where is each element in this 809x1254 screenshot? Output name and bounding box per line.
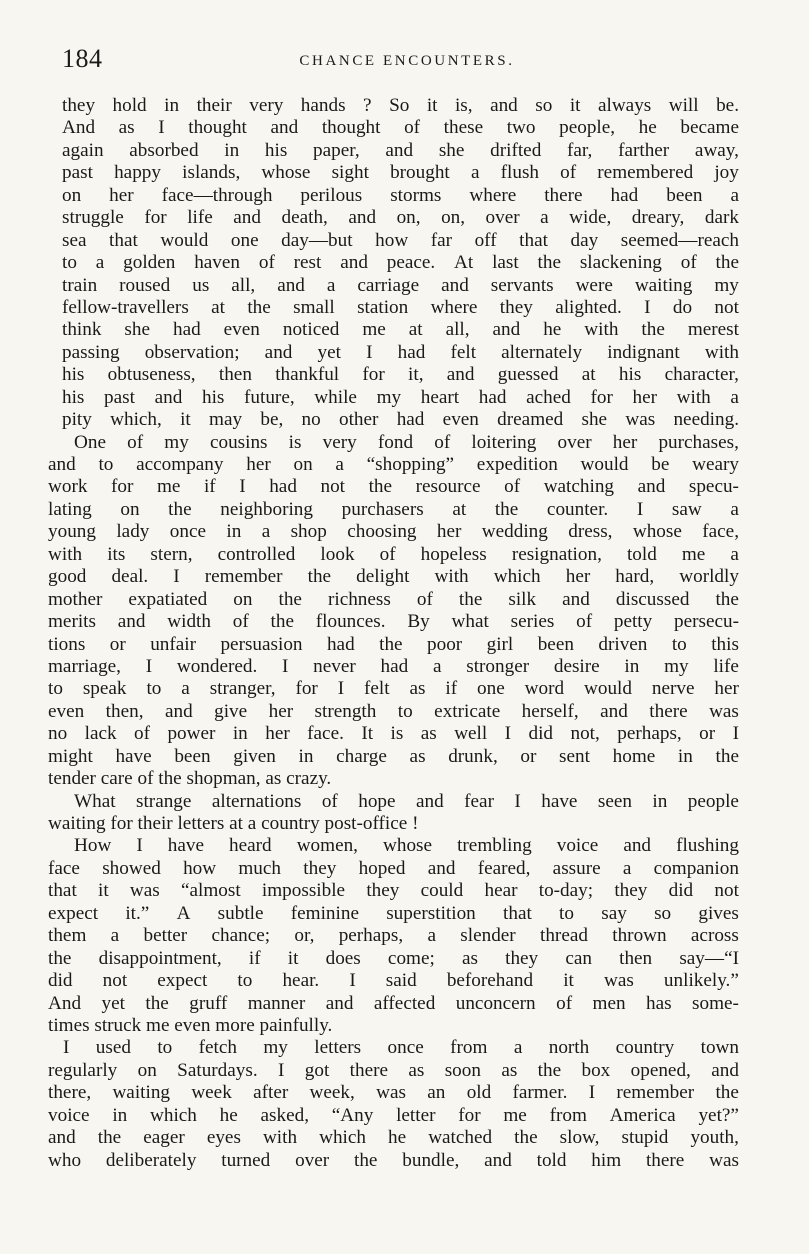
text-line: tender care of the shopman, as crazy. bbox=[48, 768, 332, 790]
text-line: And yet the gruff manner and affected unconcern of men has some- bbox=[48, 992, 739, 1014]
text-line: expect it.” A subtle feminine superstition that to say so gives bbox=[48, 902, 739, 924]
text-line: them a better chance; or, perhaps, a slender thread thrown across bbox=[48, 925, 739, 947]
text-line: on her face—through perilous storms where there had been a bbox=[62, 184, 739, 206]
text-line: good deal. I remember the delight with which her hard, worldly bbox=[48, 566, 739, 588]
text-line: might have been given in charge as drunk, or sent home in the bbox=[48, 745, 739, 767]
text-line: his obtuseness, then thankful for it, and guessed at his character, bbox=[62, 364, 739, 386]
text-line: they hold in their very hands ? So it is, and so it always will be. bbox=[62, 95, 739, 116]
text-line: One of my cousins is very fond of loitering over her purchases, bbox=[74, 431, 739, 453]
text-line: I used to fetch my letters once from a north country town bbox=[63, 1037, 739, 1059]
text-line: his past and his future, while my heart had ached for her with a bbox=[62, 386, 739, 408]
text-line: pity which, it may be, no other had even dreamed she was needing. bbox=[62, 409, 739, 431]
text-line: waiting for their letters at a country post-office ! bbox=[48, 813, 419, 834]
text-line: And as I thought and thought of these two people, he became bbox=[62, 117, 739, 139]
text-line: did not expect to hear. I said beforehand it was unlikely.” bbox=[48, 970, 739, 992]
text-line: voice in which he asked, “Any letter for me from America yet?” bbox=[48, 1104, 739, 1126]
text-line: past happy islands, whose sight brought a flush of remembered joy bbox=[62, 162, 739, 184]
text-line: regularly on Saturdays. I got there as soon as the box opened, and bbox=[48, 1059, 739, 1081]
page-number: 184 bbox=[62, 44, 103, 73]
text-line: merits and width of the flounces. By what series of petty persecu- bbox=[48, 611, 739, 633]
text-line: young lady once in a shop choosing her wedding dress, whose face, bbox=[48, 521, 739, 543]
page-header bbox=[62, 44, 752, 78]
running-title: CHANCE ENCOUNTERS. bbox=[299, 53, 515, 69]
text-line: What strange alternations of hope and fear I have seen in people bbox=[74, 790, 739, 812]
text-line: work for me if I had not the resource of watching and specu- bbox=[48, 476, 739, 498]
text-line: there, waiting week after week, was an old farmer. I remember the bbox=[48, 1082, 739, 1104]
text-line: How I have heard women, whose trembling voice and flushing bbox=[74, 835, 739, 857]
text-line: tions or unfair persuasion had the poor girl been driven to this bbox=[48, 633, 739, 655]
text-line: no lack of power in her face. It is as well I did not, perhaps, or I bbox=[48, 723, 739, 745]
text-line: fellow-travellers at the small station where they alighted. I do not bbox=[62, 296, 739, 318]
text-line: passing observation; and yet I had felt alternately indignant with bbox=[62, 341, 739, 363]
text-line: that it was “almost impossible they could hear to-day; they did not bbox=[48, 880, 739, 902]
text-line: even then, and give her strength to extricate herself, and there was bbox=[48, 700, 739, 722]
text-line: times struck me even more painfully. bbox=[48, 1014, 333, 1036]
text-line: with its stern, controlled look of hopeless resignation, told me a bbox=[48, 543, 739, 565]
text-line: and to accompany her on a “shopping” expedition would be weary bbox=[48, 454, 739, 475]
body-text bbox=[48, 95, 739, 1172]
text-line: struggle for life and death, and on, on, over a wide, dreary, dark bbox=[62, 207, 739, 229]
text-line: marriage, I wondered. I never had a stronger desire in my life bbox=[48, 655, 739, 677]
text-line: the disappointment, if it does come; as they can then say—“I bbox=[48, 947, 739, 969]
text-line: face showed how much they hoped and feared, assure a companion bbox=[48, 857, 739, 879]
text-line: lating on the neighboring purchasers at the counter. I saw a bbox=[48, 498, 739, 520]
text-line: to a golden haven of rest and peace. At last the slackening of the bbox=[62, 252, 739, 274]
text-line: who deliberately turned over the bundle, and told him there was bbox=[48, 1149, 739, 1171]
text-line: again absorbed in his paper, and she drifted far, farther away, bbox=[62, 139, 739, 161]
text-line: to speak to a stranger, for I felt as if one word would nerve her bbox=[48, 678, 739, 700]
text-line: train roused us all, and a carriage and servants were waiting my bbox=[62, 274, 739, 296]
text-line: and the eager eyes with which he watched the slow, stupid youth, bbox=[48, 1127, 739, 1149]
text-line: think she had even noticed me at all, and he with the merest bbox=[62, 319, 739, 341]
text-line: sea that would one day—but how far off that day seemed—reach bbox=[62, 229, 739, 251]
text-line: mother expatiated on the richness of the silk and discussed the bbox=[48, 588, 739, 610]
